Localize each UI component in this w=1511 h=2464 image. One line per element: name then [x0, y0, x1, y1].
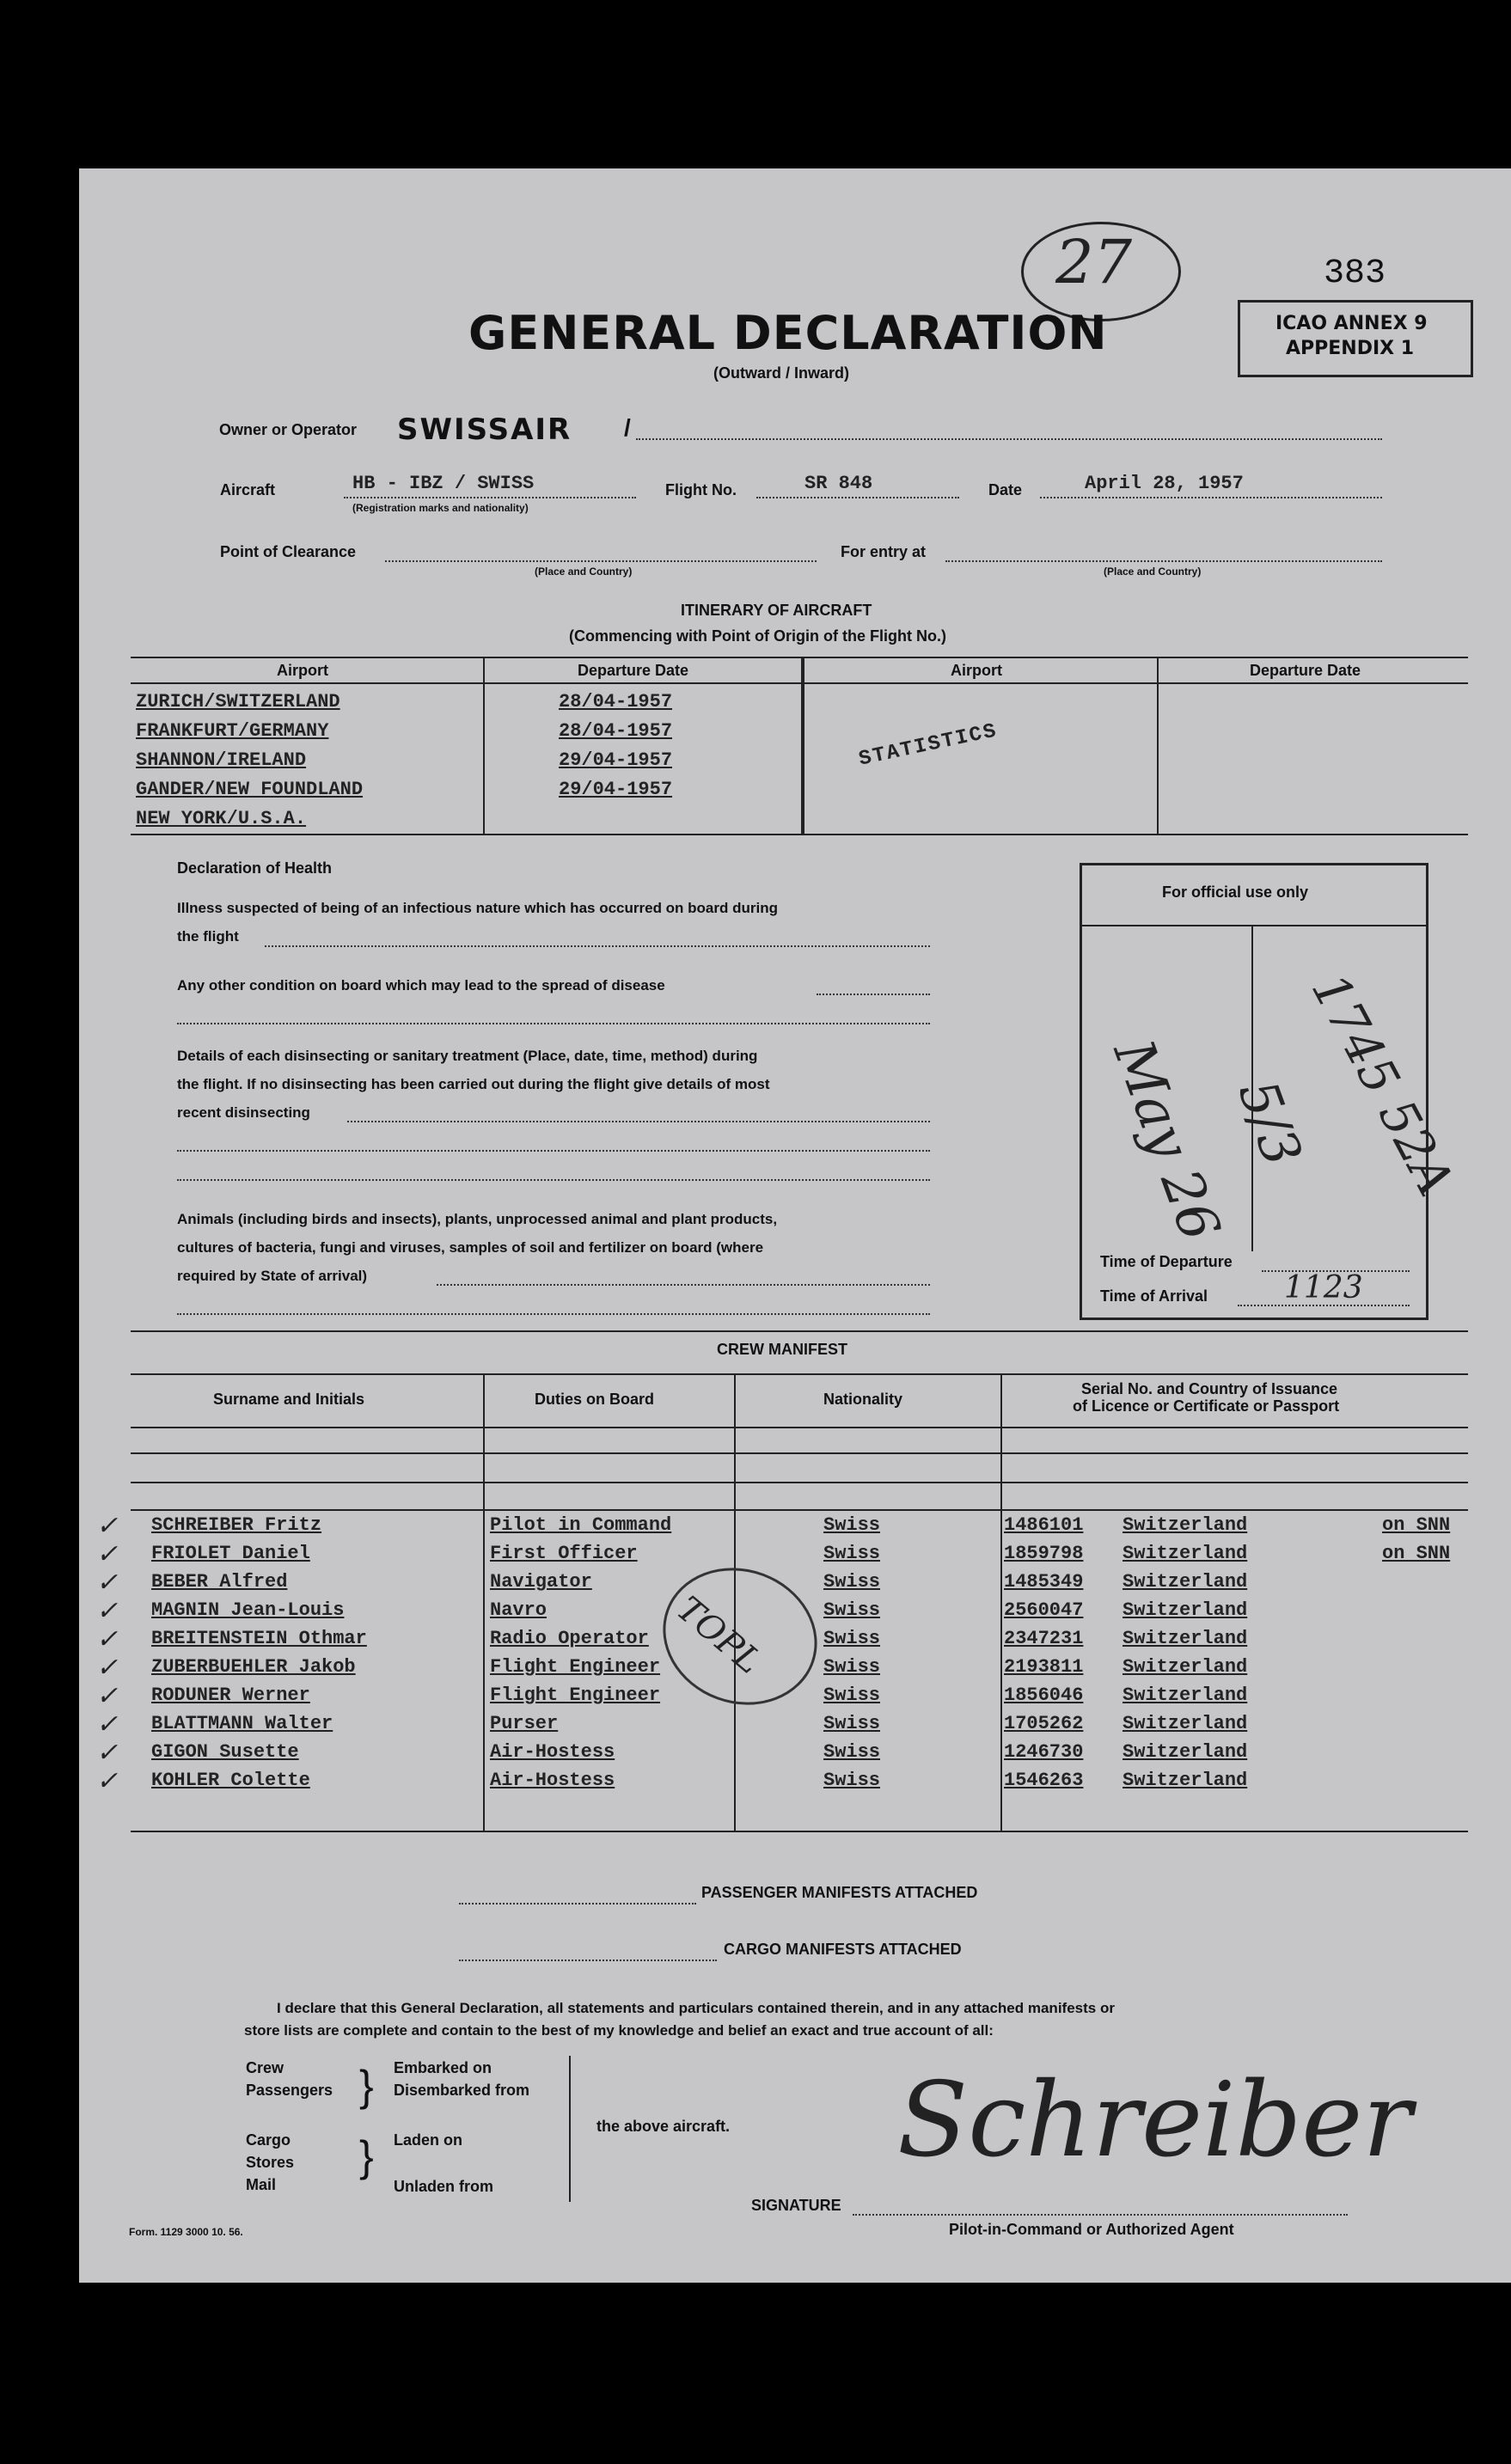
passenger-line: [459, 1903, 696, 1905]
crew-header-serial-1: Serial No. and Country of Issuance: [1081, 1380, 1338, 1397]
bracket-crew: Crew: [246, 2059, 284, 2076]
crew-country: Switzerland: [1123, 1543, 1248, 1564]
crew-duty: Navro: [490, 1599, 548, 1621]
crew-header-duties: Duties on Board: [535, 1391, 655, 1408]
above-aircraft: the above aircraft.: [596, 2118, 731, 2135]
date-line: [1040, 497, 1382, 498]
crew-duty: Flight Engineer: [490, 1656, 661, 1678]
crew-duty: Navigator: [490, 1571, 592, 1593]
crew-note: on SNN: [1382, 1543, 1451, 1564]
crew-country: Switzerland: [1123, 1571, 1248, 1593]
bracket-stores: Stores: [246, 2154, 295, 2171]
bracket-cargo: Cargo: [246, 2131, 291, 2149]
other-line-2: [177, 1023, 930, 1024]
crew-note: on SNN: [1382, 1514, 1451, 1536]
official-handwriting-mid: 5/3: [1226, 1072, 1315, 1174]
health-illness-line-2: the flight: [177, 928, 239, 945]
crew-nationality: Swiss: [823, 1543, 881, 1564]
official-arrival-value: 1123: [1284, 1270, 1363, 1305]
crew-duty: Air-Hostess: [490, 1741, 615, 1763]
crew-name: SCHREIBER Fritz: [151, 1514, 322, 1536]
crew-country: Switzerland: [1123, 1713, 1248, 1734]
cargo-line: [459, 1960, 717, 1961]
itinerary-date: 28/04-1957: [559, 720, 673, 742]
crew-name: FRIOLET Daniel: [151, 1543, 310, 1564]
owner-suffix: /: [624, 414, 631, 441]
owner-label: Owner or Operator: [219, 421, 358, 438]
crew-country: Switzerland: [1123, 1628, 1248, 1649]
crew-checkmark: ✓: [96, 1709, 119, 1739]
health-title: Declaration of Health: [177, 859, 333, 877]
left-brace-2: }: [359, 2132, 374, 2180]
itinerary-col-2: [801, 657, 804, 834]
right-bracket-rule: [569, 2056, 571, 2202]
crew-serial: 1486101: [1004, 1514, 1084, 1536]
cargo-manifests: CARGO MANIFESTS ATTACHED: [724, 1941, 962, 1958]
itinerary-top-rule: [131, 657, 1468, 658]
crew-serial: 1546263: [1004, 1770, 1084, 1791]
crew-name: ZUBERBUEHLER Jakob: [151, 1656, 356, 1678]
crew-country: Switzerland: [1123, 1684, 1248, 1706]
crew-serial: 1246730: [1004, 1741, 1084, 1763]
health-animals-line-2: cultures of bacteria, fungi and viruses, samples of soil and fertilizer on board (where: [177, 1239, 764, 1256]
health-other: Any other condition on board which may lead to the spread of disease: [177, 977, 665, 994]
annotation-number: 27: [1055, 227, 1133, 297]
clearance-note: (Place and Country): [535, 566, 633, 578]
date-label: Date: [988, 481, 1023, 498]
declaration-line-2: store lists are complete and contain to the best of my knowledge and belief an exact and true account of all:: [244, 2022, 994, 2039]
owner-line: [636, 438, 1382, 440]
itinerary-airport: SHANNON/IRELAND: [136, 749, 307, 771]
itinerary-header-airport-1: Airport: [277, 662, 328, 679]
crew-nationality: Swiss: [823, 1684, 881, 1706]
crew-checkmark: ✓: [96, 1766, 119, 1796]
crew-checkmark: ✓: [96, 1653, 119, 1683]
passenger-manifests: PASSENGER MANIFESTS ATTACHED: [701, 1884, 978, 1901]
health-disinsecting-line-1: Details of each disinsecting or sanitary treatment (Place, date, time, method) during: [177, 1048, 758, 1064]
crew-country: Switzerland: [1123, 1741, 1248, 1763]
itinerary-col-1: [483, 657, 485, 834]
itinerary-airport: NEW YORK/U.S.A.: [136, 808, 307, 829]
unladen-from: Unladen from: [394, 2178, 494, 2195]
bracket-mail: Mail: [246, 2176, 277, 2193]
signatory-caption: Pilot-in-Command or Authorized Agent: [949, 2221, 1234, 2238]
crew-duty: Flight Engineer: [490, 1684, 661, 1706]
crew-header-name: Surname and Initials: [213, 1391, 365, 1408]
crew-country: Switzerland: [1123, 1599, 1248, 1621]
health-animals-line-3: required by State of arrival): [177, 1268, 368, 1284]
itinerary-subtitle: (Commencing with Point of Origin of the Flight No.): [569, 627, 946, 645]
aircraft-value: HB - IBZ / SWISS: [352, 473, 535, 494]
crew-name: GIGON Susette: [151, 1741, 299, 1763]
animals-line-2: [177, 1313, 930, 1315]
itinerary-title: ITINERARY OF AIRCRAFT: [681, 602, 872, 619]
page-subtitle: (Outward / Inward): [713, 364, 850, 382]
clearance-line: [385, 560, 817, 562]
crew-header-serial-2: of Licence or Certificate or Passport: [1073, 1397, 1340, 1415]
entry-line: [945, 560, 1382, 562]
itinerary-airport: ZURICH/SWITZERLAND: [136, 691, 340, 712]
itinerary-header-date-1: Departure Date: [578, 662, 689, 679]
crew-country: Switzerland: [1123, 1514, 1248, 1536]
crew-duty: Purser: [490, 1713, 559, 1734]
health-disinsecting-line-2: the flight. If no disinsecting has been carried out during the flight give details of most: [177, 1076, 770, 1092]
disinsecting-line: [347, 1121, 930, 1122]
crew-country: Switzerland: [1123, 1770, 1248, 1791]
crew-col-1: [483, 1373, 485, 1831]
crew-checkmark: ✓: [96, 1738, 119, 1768]
itinerary-col-3: [1157, 657, 1159, 834]
crew-row-rule: [131, 1452, 1468, 1454]
crew-nationality: Swiss: [823, 1656, 881, 1678]
date-value: April 28, 1957: [1085, 473, 1244, 494]
crew-nationality: Swiss: [823, 1514, 881, 1536]
aircraft-label: Aircraft: [220, 481, 276, 498]
crew-name: BREITENSTEIN Othmar: [151, 1628, 367, 1649]
aircraft-note: (Registration marks and nationality): [352, 502, 529, 514]
itinerary-header-airport-2: Airport: [951, 662, 1002, 679]
embarked-on: Embarked on: [394, 2059, 492, 2076]
laden-on: Laden on: [394, 2131, 462, 2149]
signature: Schreiber: [897, 2061, 1412, 2180]
crew-serial: 2560047: [1004, 1599, 1084, 1621]
flight-value: SR 848: [804, 473, 873, 494]
crew-serial: 1859798: [1004, 1543, 1084, 1564]
health-disinsecting-line-3: recent disinsecting: [177, 1104, 310, 1121]
crew-checkmark: ✓: [96, 1596, 119, 1626]
other-line: [817, 994, 930, 995]
crew-row-rule: [131, 1482, 1468, 1483]
crew-circle-text: TOPL: [669, 1589, 769, 1682]
itinerary-header-date-2: Departure Date: [1250, 662, 1361, 679]
official-time-departure: Time of Departure: [1100, 1253, 1233, 1270]
disinsecting-line-3: [177, 1179, 930, 1181]
crew-name: BLATTMANN Walter: [151, 1713, 333, 1734]
flight-label: Flight No.: [665, 481, 737, 498]
crew-checkmark: ✓: [96, 1568, 119, 1598]
crew-duty: First Officer: [490, 1543, 638, 1564]
crew-title-rule: [131, 1373, 1468, 1375]
official-handwriting-left: May 26: [1100, 1031, 1232, 1250]
declaration-line-1: I declare that this General Declaration, all statements and particulars contained therein, and in any attached manifests or: [277, 2000, 1115, 2016]
itinerary-header-rule: [131, 682, 1468, 684]
crew-serial: 1856046: [1004, 1684, 1084, 1706]
crew-name: MAGNIN Jean-Louis: [151, 1599, 345, 1621]
itinerary-bottom-rule: [131, 834, 1468, 835]
annex-line-1: ICAO ANNEX 9: [1275, 313, 1428, 334]
crew-nationality: Swiss: [823, 1599, 881, 1621]
crew-bottom-rule: [131, 1831, 1468, 1832]
crew-header-nationality: Nationality: [823, 1391, 903, 1408]
official-time-arrival: Time of Arrival: [1100, 1287, 1208, 1305]
itinerary-airport: FRANKFURT/GERMANY: [136, 720, 329, 742]
signature-line: [853, 2214, 1348, 2216]
crew-col-3: [1000, 1373, 1002, 1831]
crew-serial: 1485349: [1004, 1571, 1084, 1593]
crew-checkmark: ✓: [96, 1681, 119, 1711]
crew-nationality: Swiss: [823, 1770, 881, 1791]
itinerary-date: 28/04-1957: [559, 691, 673, 712]
statistics-stamp: STATISTICS: [856, 719, 1000, 772]
crew-checkmark: ✓: [96, 1511, 119, 1541]
aircraft-line: [344, 497, 636, 498]
disembarked-from: Disembarked from: [394, 2082, 530, 2099]
left-brace-1: }: [359, 2062, 374, 2110]
crew-nationality: Swiss: [823, 1713, 881, 1734]
form-number: Form. 1129 3000 10. 56.: [129, 2226, 243, 2238]
page-title: GENERAL DECLARATION: [468, 306, 1108, 360]
signature-label: SIGNATURE: [751, 2197, 841, 2214]
crew-title: CREW MANIFEST: [717, 1341, 847, 1358]
flight-line: [756, 497, 959, 498]
itinerary-date: 29/04-1957: [559, 749, 673, 771]
crew-duty: Pilot in Command: [490, 1514, 672, 1536]
itinerary-date: 29/04-1957: [559, 779, 673, 800]
official-title: For official use only: [1162, 883, 1309, 901]
crew-checkmark: ✓: [96, 1539, 119, 1569]
crew-name: BEBER Alfred: [151, 1571, 288, 1593]
crew-nationality: Swiss: [823, 1571, 881, 1593]
crew-duty: Air-Hostess: [490, 1770, 615, 1791]
health-illness-line-1: Illness suspected of being of an infectious nature which has occurred on board during: [177, 900, 778, 916]
crew-serial: 2347231: [1004, 1628, 1084, 1649]
entry-label: For entry at: [841, 543, 927, 560]
disinsecting-line-2: [177, 1150, 930, 1152]
crew-duty: Radio Operator: [490, 1628, 649, 1649]
crew-nationality: Swiss: [823, 1741, 881, 1763]
crew-checkmark: ✓: [96, 1624, 119, 1654]
crew-serial: 1705262: [1004, 1713, 1084, 1734]
crew-country: Switzerland: [1123, 1656, 1248, 1678]
official-handwriting-right: 1745 52A: [1300, 963, 1466, 1206]
health-animals-line-1: Animals (including birds and insects), plants, unprocessed animal and plant products,: [177, 1211, 778, 1227]
owner-value: SWISSAIR: [397, 413, 572, 447]
illness-line: [265, 945, 930, 947]
crew-nationality: Swiss: [823, 1628, 881, 1649]
crew-row-rule: [131, 1509, 1468, 1511]
page-number: 383: [1324, 254, 1386, 293]
crew-serial: 2193811: [1004, 1656, 1084, 1678]
crew-header-rule: [131, 1427, 1468, 1428]
clearance-label: Point of Clearance: [220, 543, 357, 560]
crew-name: KOHLER Colette: [151, 1770, 310, 1791]
animals-line: [437, 1284, 930, 1286]
itinerary-airport: GANDER/NEW FOUNDLAND: [136, 779, 364, 800]
crew-name: RODUNER Werner: [151, 1684, 310, 1706]
crew-top-rule: [131, 1330, 1468, 1332]
annex-line-2: APPENDIX 1: [1286, 338, 1415, 359]
bracket-passengers: Passengers: [246, 2082, 333, 2099]
entry-note: (Place and Country): [1104, 566, 1202, 578]
